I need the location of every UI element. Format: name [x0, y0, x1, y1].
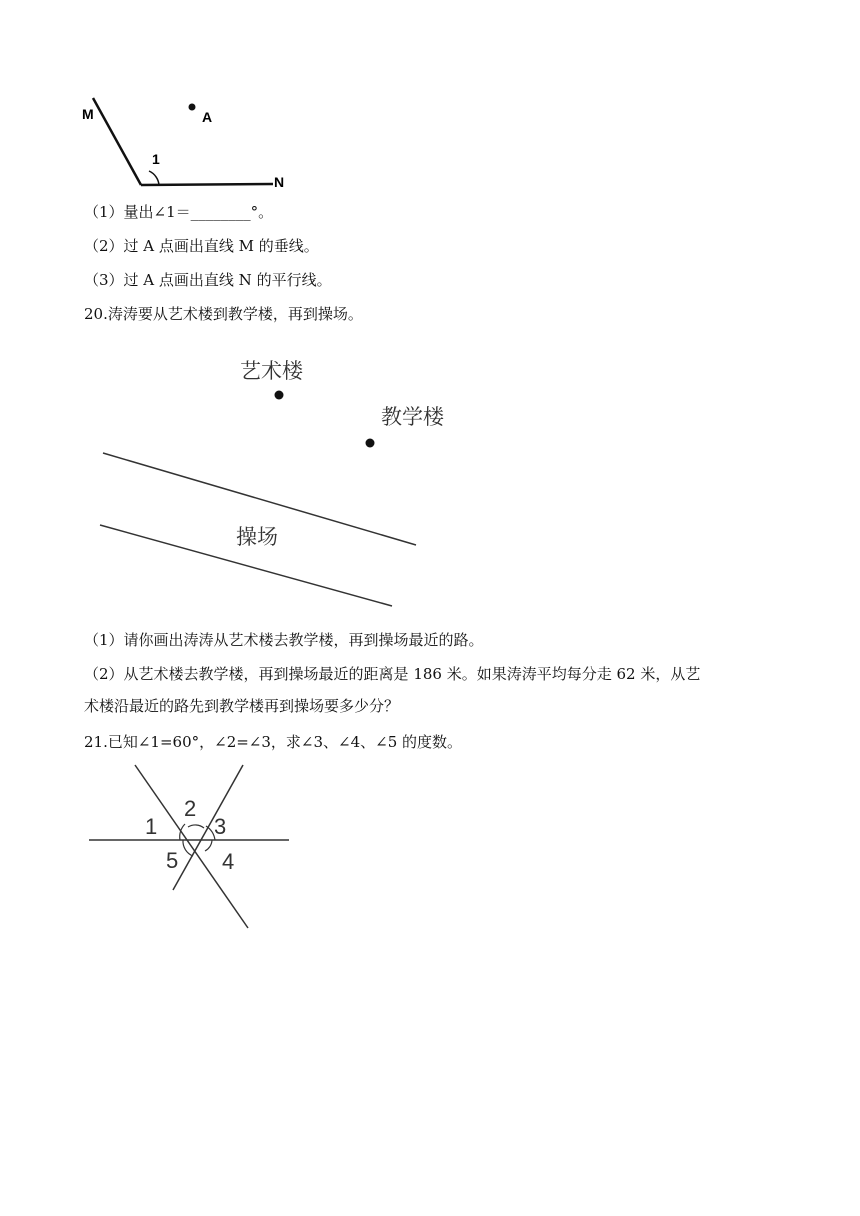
q19-part2: （2）过 A 点画出直线 M 的垂线。 [84, 237, 319, 255]
q20-part1: （1）请你画出涛涛从艺术楼去教学楼，再到操场最近的路。 [84, 631, 484, 649]
line-steep [135, 765, 248, 928]
point-art-building [275, 391, 284, 400]
label-angle-1: 1 [145, 814, 158, 839]
label-playground: 操场 [236, 526, 278, 549]
q19-part3: （3）过 A 点画出直线 N 的平行线。 [84, 271, 332, 289]
ray-m [93, 98, 141, 185]
label-angle-3: 3 [214, 814, 227, 839]
label-1: 1 [152, 151, 160, 167]
q20-part2-line1: （2）从艺术楼去教学楼，再到操场最近的距离是 186 米。如果涛涛平均每分走 62 米，从艺 [84, 665, 701, 683]
label-m: M [82, 106, 94, 122]
label-a: A [202, 109, 213, 125]
angles-figure-q21 [85, 760, 295, 935]
q19-part1: （1）量出∠1＝________°。 [84, 203, 274, 221]
q21-title: 21.已知∠1=60°，∠2=∠3，求∠3、∠4、∠5 的度数。 [84, 733, 463, 751]
label-teaching-building: 教学楼 [381, 406, 444, 429]
label-angle-2: 2 [184, 796, 197, 821]
angle-1-arc [149, 171, 159, 185]
point-a [189, 104, 196, 111]
angle-figure-q19 [78, 90, 308, 200]
angle-2-arc [188, 825, 204, 828]
label-n: N [274, 174, 285, 190]
q20-title: 20.涛涛要从艺术楼到教学楼，再到操场。 [84, 305, 363, 323]
label-angle-5: 5 [166, 848, 179, 873]
point-teaching-building [366, 439, 375, 448]
label-art-building: 艺术楼 [240, 360, 303, 383]
angle-4-arc [205, 840, 212, 851]
label-angle-4: 4 [222, 849, 235, 874]
q20-part2-line2: 术楼沿最近的路先到教学楼再到操场要多少分？ [84, 697, 400, 715]
map-figure-q20 [90, 350, 470, 615]
ray-n [141, 184, 273, 185]
